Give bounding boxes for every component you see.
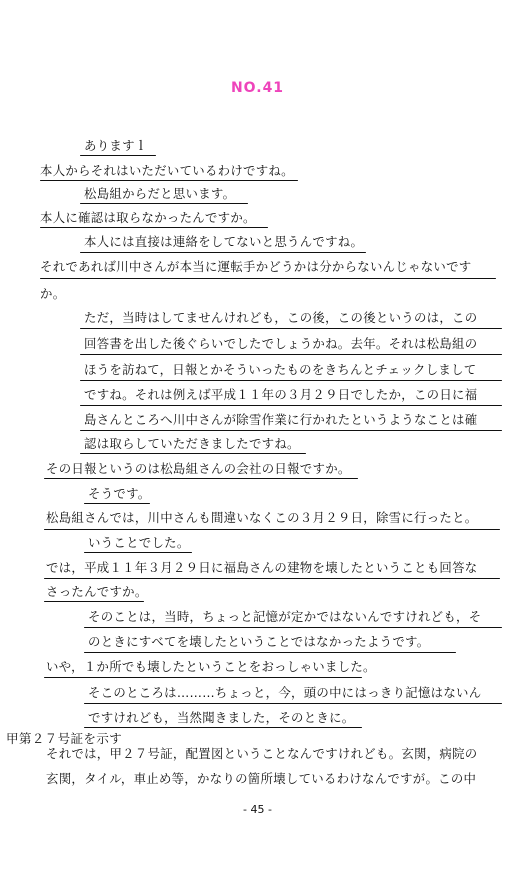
- text-line: そのことは，当時，ちょっと記憶が定かではないんですけれども，そ: [88, 609, 482, 624]
- handwritten-underline: [80, 430, 502, 431]
- handwritten-underline: [84, 503, 150, 504]
- handwritten-underline: [80, 328, 502, 329]
- text-line: 認は取らしていただきましたですね。: [84, 436, 300, 451]
- text-line: 松島組からだと思います。: [84, 186, 236, 201]
- exhibit-heading: 甲第２７号証を示す: [6, 731, 123, 746]
- handwritten-underline: [44, 529, 500, 530]
- text-line: 本人からそれはいただいているわけですね。: [40, 163, 294, 178]
- handwritten-underline: [84, 727, 362, 728]
- text-line: では，平成１１年３月２９日に福島さんの建物を壊したということも回答な: [46, 560, 478, 575]
- handwritten-underline: [84, 703, 502, 704]
- handwritten-underline: [80, 252, 366, 253]
- handwritten-underline: [80, 203, 248, 204]
- handwritten-underline: [84, 627, 502, 628]
- text-line: のときにすべてを壊したということではなかったようです。: [88, 634, 430, 649]
- handwritten-underline: [80, 155, 156, 156]
- handwritten-underline: [80, 354, 502, 355]
- handwritten-underline: [80, 405, 502, 406]
- text-line: 島さんところへ川中さんが除雪作業に行かれたというようなことは確: [84, 412, 478, 427]
- page-footer-number: - 45 -: [243, 803, 272, 816]
- text-line: ですけれども，当然聞きました，そのときに。: [88, 710, 355, 725]
- handwritten-underline: [80, 453, 306, 454]
- handwritten-underline: [44, 677, 362, 678]
- text-line: さったんですか。: [46, 584, 148, 599]
- text-line: ですね。それは例えば平成１１年の３月２９日でしたか，この日に福: [84, 387, 478, 402]
- text-line: いや，１か所でも壊したということをおっしゃいました。: [46, 659, 376, 674]
- handwritten-underline: [40, 180, 298, 181]
- text-line: ただ，当時はしてませんけれども，この後，この後というのは，この: [84, 310, 478, 325]
- text-line: 本人に確認は取らなかったんですか。: [40, 210, 256, 225]
- handwritten-underline: [44, 601, 144, 602]
- text-line: 松島組さんでは，川中さんも間違いなくこの３月２９日，除雪に行ったと。: [46, 510, 478, 525]
- text-line: 回答書を出した後ぐらいでしたでしょうかね。去年。それは松島組の: [84, 336, 478, 351]
- handwritten-underline: [40, 227, 268, 228]
- handwritten-underline: [84, 552, 192, 553]
- text-line: か。: [40, 286, 66, 301]
- handwritten-underline: [44, 578, 500, 579]
- text-line: いうことでした。: [88, 535, 190, 550]
- page-number-header: NO.41: [230, 80, 285, 96]
- text-line: そうです。: [88, 486, 151, 501]
- text-line: それでは，甲２７号証，配置図ということなんですけれども。玄関，病院の: [46, 746, 478, 761]
- text-line: ありますｌ: [84, 138, 148, 153]
- text-line: ほうを訪ねて，日報とかそういったものをきちんとチェックしまして: [84, 362, 477, 377]
- text-line: その日報というのは松島組さんの会社の日報ですか。: [46, 461, 351, 476]
- handwritten-underline: [84, 652, 456, 653]
- text-line: 本人には直接は連絡をしてないと思うんですね。: [84, 234, 364, 249]
- text-line: そこのところは………ちょっと，今，頭の中にはっきり記憶はないん: [88, 685, 482, 700]
- handwritten-underline: [80, 380, 502, 381]
- handwritten-underline: [40, 278, 496, 279]
- text-line: 玄関，タイル，車止め等，かなりの箇所壊しているわけなんですが。この中: [46, 771, 477, 786]
- handwritten-underline: [44, 478, 358, 479]
- text-line: それであれば川中さんが本当に運転手かどうかは分からないんじゃないです: [40, 259, 472, 274]
